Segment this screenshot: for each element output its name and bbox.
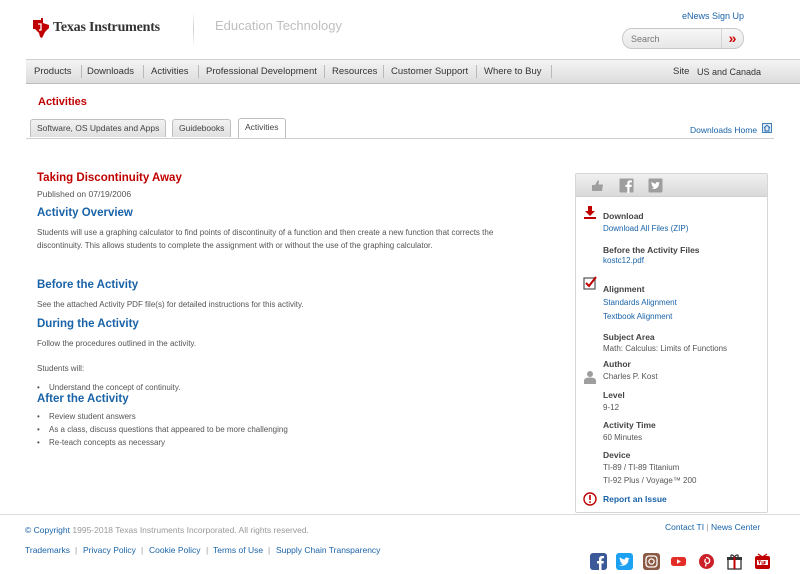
before-activity-text: See the attached Activity PDF file(s) for detailed instructions for this activity. (37, 300, 304, 309)
nav-divider (476, 65, 477, 78)
tab-activities[interactable]: Activities (238, 118, 286, 139)
pinterest-icon[interactable] (698, 553, 715, 570)
twitter-icon[interactable] (648, 178, 663, 193)
list-item: • Understand the concept of continuity. (37, 381, 181, 394)
after-activity-heading: After the Activity (37, 393, 129, 405)
site-header (0, 0, 800, 58)
supply-chain-link[interactable]: Supply Chain Transparency (276, 545, 381, 555)
search-input[interactable] (631, 32, 721, 46)
subject-area-value: Math: Calculus: Limits of Functions (603, 344, 728, 353)
nav-item-products[interactable]: Products (34, 66, 72, 77)
copyright-link[interactable]: © Copyright (25, 525, 71, 535)
ti-tube-icon[interactable] (754, 553, 771, 570)
download-label: Download (603, 211, 644, 221)
activity-title: Taking Discontinuity Away (37, 172, 182, 184)
device-value: TI-89 / TI-89 Titanium (603, 463, 680, 472)
nav-divider (81, 65, 82, 78)
facebook-icon[interactable] (619, 178, 634, 193)
before-activity-heading: Before the Activity (37, 279, 139, 291)
alert-icon (583, 492, 597, 506)
device-value: TI-92 Plus / Voyage™ 200 (603, 476, 697, 485)
students-will-label: Students will: (37, 364, 85, 373)
site-selector[interactable]: US and Canada (697, 67, 762, 77)
footer-separator: | (268, 545, 271, 555)
site-label: Site (673, 66, 690, 77)
footer-separator: | (206, 545, 209, 555)
search-box (622, 28, 744, 49)
youtube-icon[interactable] (670, 553, 687, 570)
twitter-icon[interactable] (616, 553, 633, 570)
footer-separator: | (75, 545, 78, 555)
contact-ti-link[interactable]: Contact TI (665, 522, 705, 532)
footer-top-links (665, 522, 760, 532)
page-title: Activities (38, 96, 87, 108)
enews-signup-link[interactable]: eNews Sign Up (681, 11, 744, 21)
search-button[interactable]: » (721, 29, 743, 48)
author-value: Charles P. Kost (603, 372, 658, 381)
level-label: Level (603, 390, 625, 400)
footer-divider (0, 514, 800, 515)
subject-area-label: Subject Area (603, 332, 655, 342)
list-item: • Re-teach concepts as necessary (37, 436, 288, 449)
share-bar (576, 174, 767, 197)
tabs-underline (26, 138, 774, 139)
level-value: 9-12 (603, 403, 620, 412)
nav-divider (324, 65, 325, 78)
instagram-icon[interactable] (643, 553, 660, 570)
main-nav (26, 59, 800, 84)
nav-divider (383, 65, 384, 78)
before-files-label: Before the Activity Files (603, 245, 700, 255)
tab-guidebooks[interactable]: Guidebooks (172, 119, 231, 137)
checkbox-checked-icon (583, 276, 597, 290)
downloads-home-link[interactable]: Downloads Home (690, 125, 758, 135)
tab-software-updates[interactable]: Software, OS Updates and Apps (30, 119, 166, 137)
nav-divider (198, 65, 199, 78)
report-issue-link[interactable]: Report an Issue (603, 494, 667, 504)
copyright (25, 525, 309, 535)
author-label: Author (603, 359, 631, 369)
section-title: Education Technology (215, 18, 342, 33)
trademarks-link[interactable]: Trademarks (25, 545, 71, 555)
device-label: Device (603, 450, 631, 460)
texas-state-icon (32, 18, 49, 38)
download-icon (583, 205, 597, 219)
privacy-policy-link[interactable]: Privacy Policy (83, 545, 136, 555)
cookie-policy-link[interactable]: Cookie Policy (149, 545, 201, 555)
nav-item-where-to-buy[interactable]: Where to Buy (484, 66, 542, 77)
footer-separator: | (706, 522, 709, 532)
activity-time-label: Activity Time (603, 420, 656, 430)
nav-item-resources[interactable]: Resources (332, 66, 378, 77)
author-icon (583, 370, 597, 384)
nav-divider (143, 65, 144, 78)
activity-time-value: 60 Minutes (603, 433, 643, 442)
nav-divider (551, 65, 552, 78)
nav-item-customer-support[interactable]: Customer Support (391, 66, 469, 77)
facebook-icon[interactable] (590, 553, 607, 570)
published-date: Published on 07/19/2006 (37, 189, 132, 199)
copyright-text: 1995-2018 Texas Instruments Incorporated. All rights reserved. (72, 525, 309, 535)
nav-item-professional-development[interactable]: Professional Development (206, 66, 317, 77)
activity-overview-text: Students will use a graphing calculator to find points of discontinuity of a function and then create a new function that corrects the discontinuity. This allows students to complete the assignment with or without the use of the graphing calculator. (37, 228, 494, 250)
like-icon[interactable] (590, 178, 605, 193)
during-activity-text: Follow the procedures outlined in the activity. (37, 339, 197, 348)
download-all-files-link[interactable]: Download All Files (ZIP) (603, 224, 689, 233)
nav-item-downloads[interactable]: Downloads (87, 66, 134, 77)
activity-sidebar (575, 173, 768, 513)
terms-of-use-link[interactable]: Terms of Use (213, 545, 264, 555)
during-activity-heading: During the Activity (37, 318, 139, 330)
footer-separator: | (141, 545, 144, 555)
header-divider (193, 12, 194, 46)
activity-file-link[interactable]: kostc12.pdf (603, 256, 644, 265)
after-bullets (37, 410, 288, 449)
list-item: • As a class, discuss questions that appeared to be more challenging (37, 423, 288, 436)
brand-name: Texas Instruments (53, 20, 160, 35)
home-icon[interactable] (762, 123, 772, 133)
gift-icon[interactable] (726, 553, 743, 570)
alignment-label: Alignment (603, 284, 645, 294)
activity-overview-heading: Activity Overview (37, 207, 133, 219)
ti-logo[interactable] (32, 18, 160, 38)
news-center-link[interactable]: News Center (711, 522, 761, 532)
standards-alignment-link[interactable]: Standards Alignment (603, 298, 677, 307)
textbook-alignment-link[interactable]: Textbook Alignment (603, 312, 673, 321)
list-item: • Review student answers (37, 410, 288, 423)
nav-item-activities[interactable]: Activities (151, 66, 189, 77)
